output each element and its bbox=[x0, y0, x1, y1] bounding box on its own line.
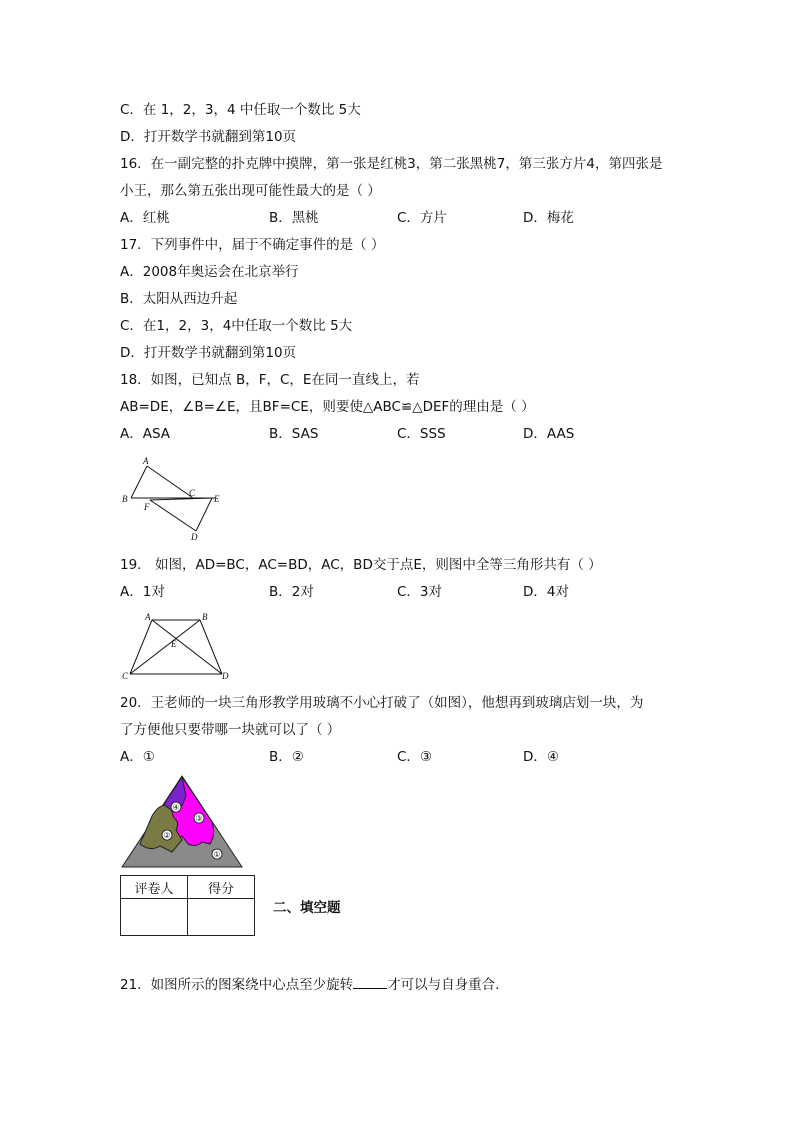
q19-label-e: E bbox=[171, 639, 177, 649]
q20-option-d: D．④ bbox=[523, 749, 559, 765]
q21-stem bbox=[120, 974, 499, 994]
score-table bbox=[120, 875, 255, 936]
q20-stem-line2: 了方便他只要带哪一块就可以了（ ） bbox=[120, 722, 341, 738]
section-title-fill-in: 二、填空题 bbox=[273, 900, 341, 916]
q20-option-c: C．③ bbox=[397, 749, 433, 765]
q19-label-a: A bbox=[145, 612, 151, 622]
score-table-reviewer-cell[interactable] bbox=[121, 899, 188, 936]
q18-stem-line1: 18．如图，已知点 B，F，C，E在同一直线上，若 bbox=[120, 372, 420, 388]
q20-label-3: ③ bbox=[195, 814, 203, 823]
q18-stem-line2: AB=DE，∠B=∠E，且BF=CE，则要使△ABC≌△DEF的理由是（ ） bbox=[120, 399, 535, 415]
q17-option-d: D．打开数学书就翻到第10页 bbox=[120, 345, 297, 361]
q19-stem: 19． 如图，AD=BC，AC=BD，AC，BD交于点E，则图中全等三角形共有（ ） bbox=[120, 557, 602, 573]
score-table-score-cell[interactable] bbox=[188, 899, 255, 936]
q15-option-d: D．打开数学书就翻到第10页 bbox=[120, 129, 297, 145]
q19-label-d: D bbox=[222, 671, 229, 681]
q18-label-b: B bbox=[122, 494, 128, 504]
q18-option-d: D．AAS bbox=[523, 426, 575, 442]
score-table-reviewer-header: 评卷人 bbox=[121, 876, 188, 899]
q19-option-c: C．3对 bbox=[397, 584, 443, 600]
q18-label-e: E bbox=[214, 494, 220, 504]
q21-stem-after: 才可以与自身重合. bbox=[387, 977, 500, 993]
q17-option-c: C．在1，2，3，4中任取一个数比 5大 bbox=[120, 318, 353, 334]
q19-option-a: A．1对 bbox=[120, 584, 165, 600]
q18-label-d: D bbox=[191, 532, 198, 542]
q16-option-a: A．红桃 bbox=[120, 210, 170, 226]
q19-label-b: B bbox=[202, 612, 208, 622]
q16-option-b: B．黑桃 bbox=[269, 210, 319, 226]
q21-stem-before: 21．如图所示的图案绕中心点至少旋转 bbox=[120, 977, 354, 993]
q17-option-a: A．2008年奥运会在北京举行 bbox=[120, 264, 299, 280]
q19-option-b: B．2对 bbox=[269, 584, 314, 600]
q18-option-c: C．SSS bbox=[397, 426, 446, 442]
q16-option-c: C．方片 bbox=[397, 210, 447, 226]
q16-stem-line1: 16．在一副完整的扑克牌中摸牌，第一张是红桃3，第二张黑桃7，第三张方片4，第四张是 bbox=[120, 156, 663, 172]
q18-option-b: B．SAS bbox=[269, 426, 319, 442]
q20-label-1: ① bbox=[213, 850, 221, 859]
q20-label-2: ② bbox=[163, 831, 171, 840]
score-table-score-header: 得分 bbox=[188, 876, 255, 899]
q18-figure bbox=[118, 456, 228, 542]
q21-answer-blank[interactable] bbox=[353, 974, 387, 989]
q19-option-d: D．4对 bbox=[523, 584, 569, 600]
q20-label-4: ④ bbox=[172, 803, 180, 812]
q19-label-c: C bbox=[122, 671, 129, 681]
q15-option-c: C．在 1，2，3，4 中任取一个数比 5大 bbox=[120, 102, 361, 118]
q18-option-a: A．ASA bbox=[120, 426, 171, 442]
q16-option-d: D．梅花 bbox=[523, 210, 574, 226]
q17-stem: 17．下列事件中，届于不确定事件的是（ ） bbox=[120, 237, 385, 253]
q18-label-f: F bbox=[144, 502, 150, 512]
q18-label-c: C bbox=[189, 488, 196, 498]
q20-option-b: B．② bbox=[269, 749, 304, 765]
q18-label-a: A bbox=[143, 456, 149, 466]
q20-stem-line1: 20．王老师的一块三角形教学用玻璃不小心打破了（如图），他想再到玻璃店划一块，为 bbox=[120, 695, 644, 711]
q17-option-b: B．太阳从西边升起 bbox=[120, 291, 238, 307]
q19-figure bbox=[118, 612, 236, 682]
q20-option-a: A．① bbox=[120, 749, 155, 765]
q20-figure-broken-glass bbox=[120, 774, 244, 870]
q16-stem-line2: 小王，那么第五张出现可能性最大的是（ ） bbox=[120, 183, 381, 199]
